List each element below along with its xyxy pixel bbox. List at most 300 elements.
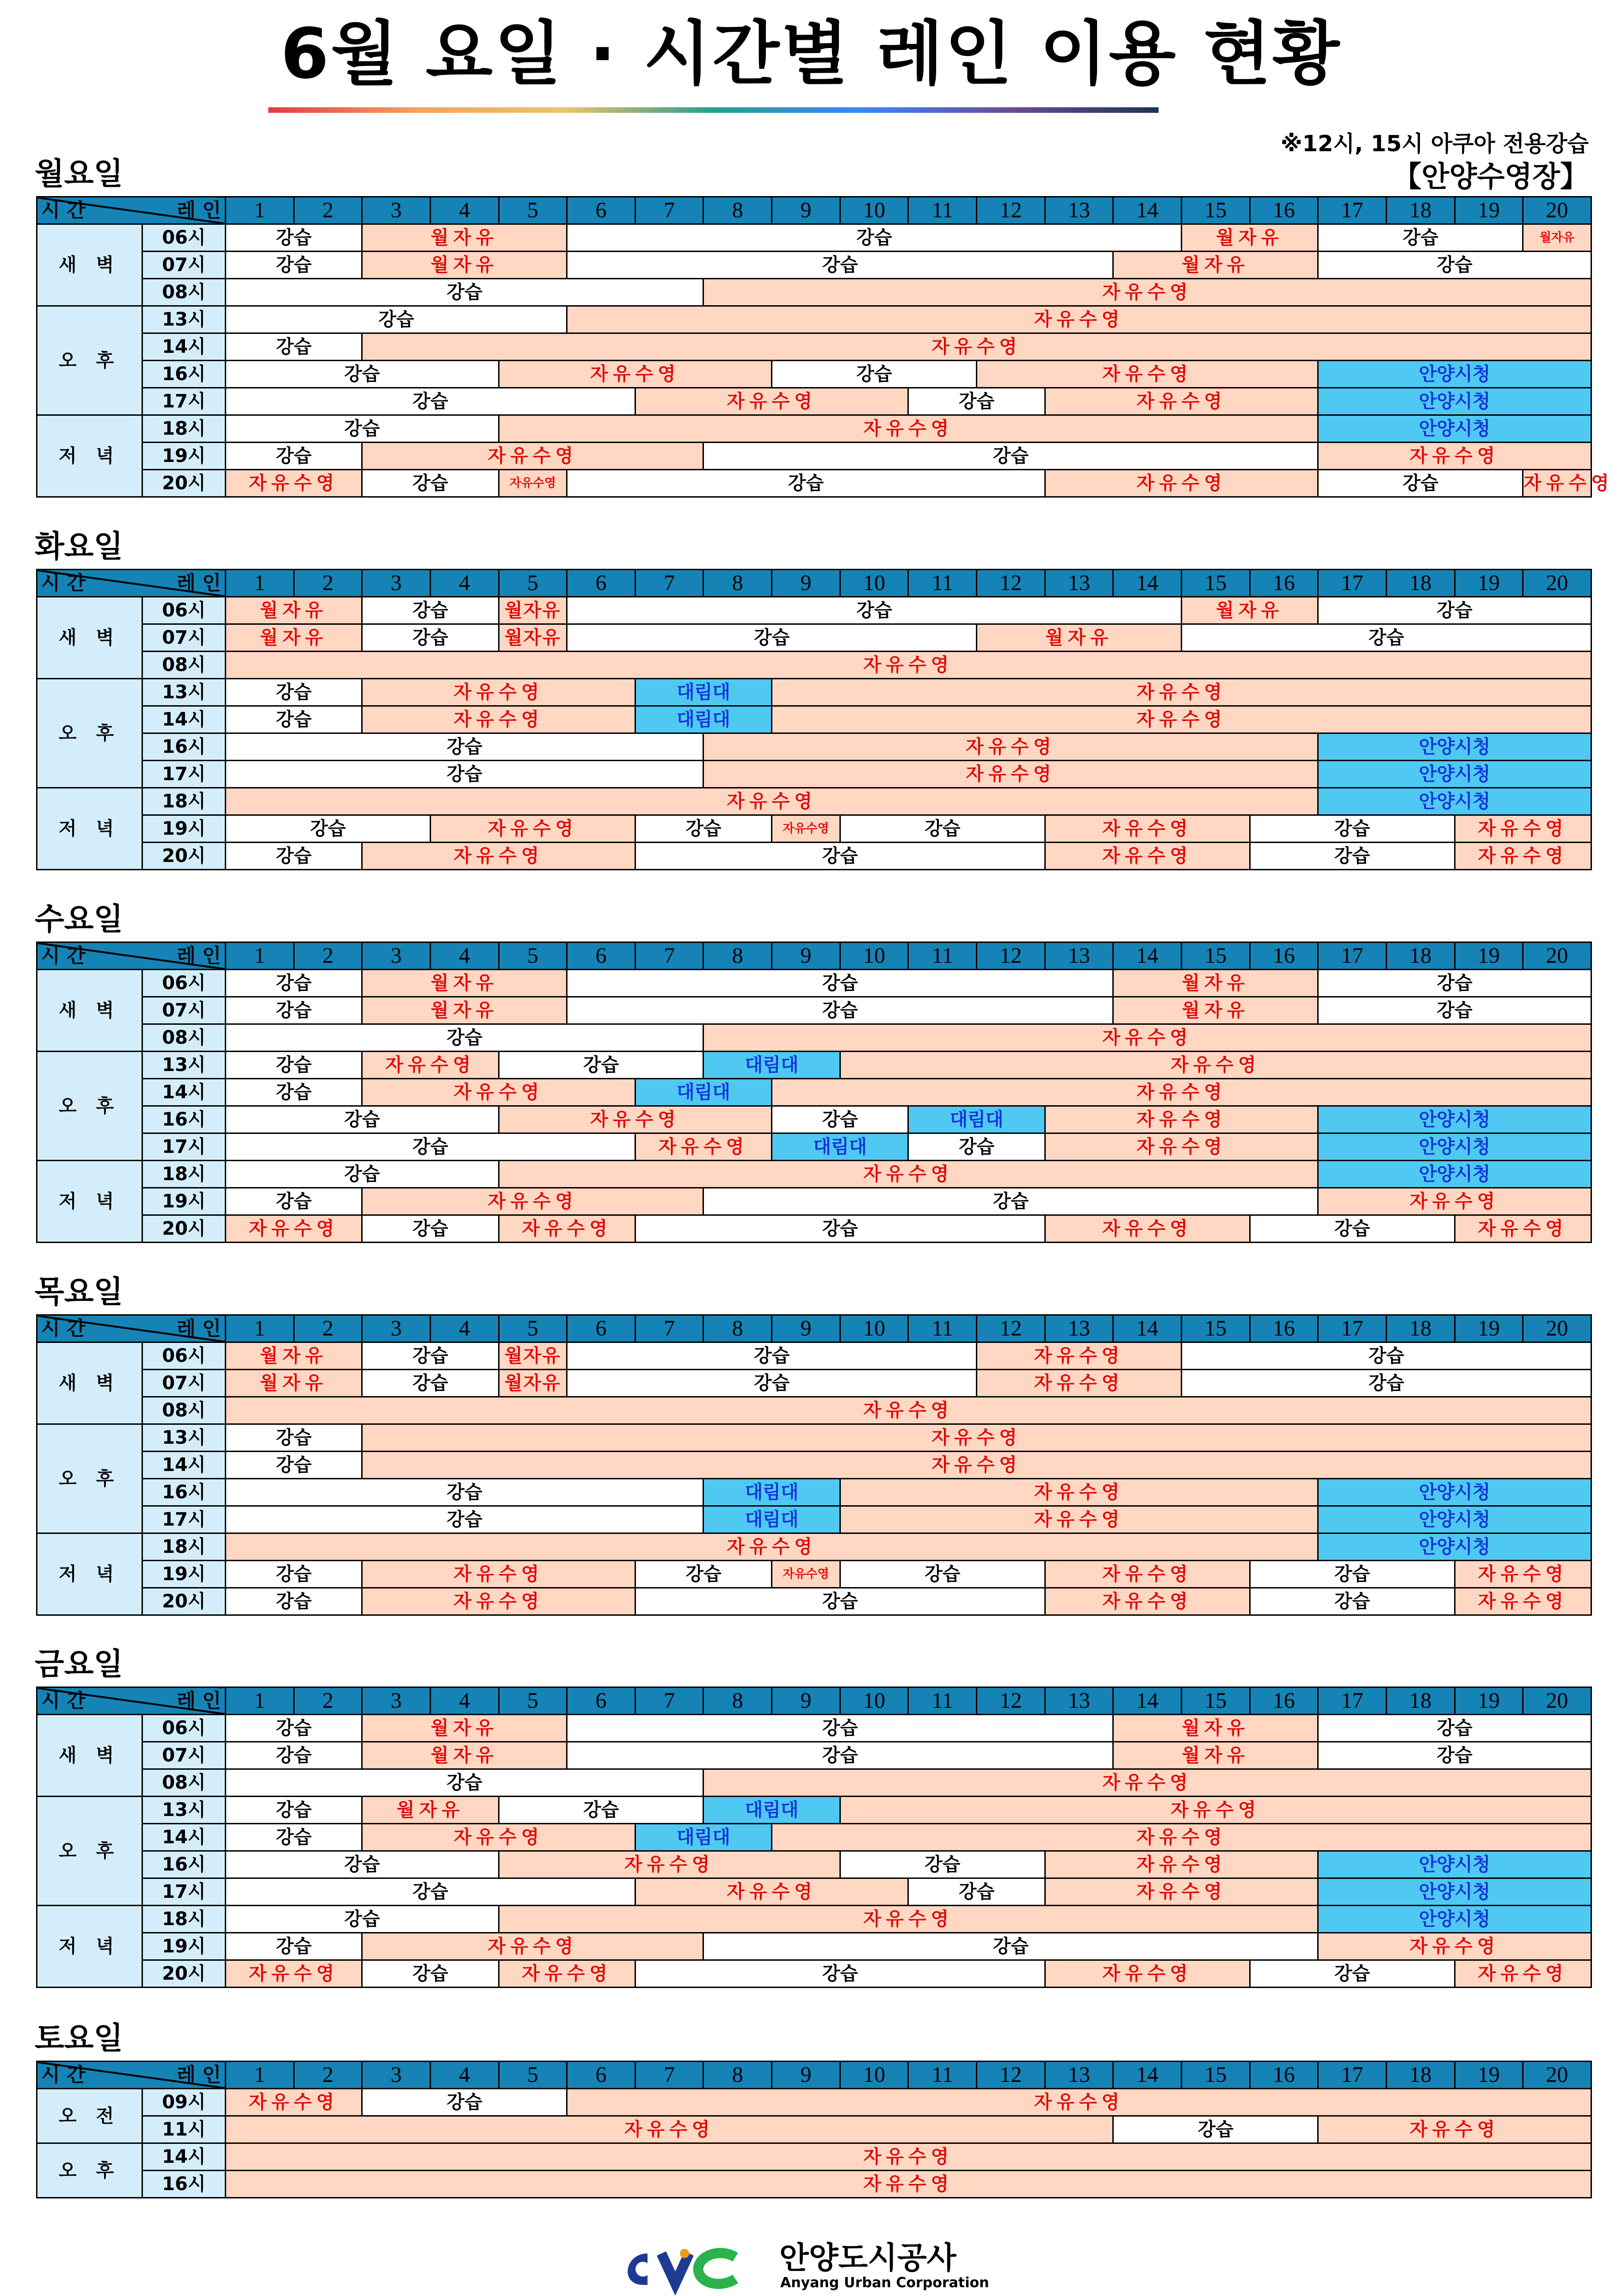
footer (615, 2241, 1031, 2291)
lane-number: 8 (703, 2062, 772, 2089)
schedule-table (36, 569, 1592, 870)
free-swim-block: 자유수영 (1045, 843, 1250, 870)
free-swim-block: 월자유 (362, 1742, 567, 1769)
reserved-block: 대림대 (703, 1479, 840, 1506)
corner-time-label: 시 간 (41, 2063, 86, 2086)
reserved-block: 대림대 (635, 679, 771, 706)
lane-number: 3 (362, 1315, 431, 1342)
free-swim-block: 월자유 (226, 1370, 362, 1397)
lesson-block: 강습 (1181, 1342, 1591, 1370)
lesson-block: 강습 (908, 388, 1045, 415)
lane-number: 12 (977, 1315, 1045, 1342)
time-label: 20시 (142, 1960, 226, 1988)
lesson-block: 강습 (226, 1769, 703, 1797)
lane-number: 4 (430, 942, 499, 970)
time-row (37, 1742, 1591, 1769)
org-name-english: Anyang Urban Corporation (780, 2275, 989, 2291)
free-swim-block: 자유수영 (226, 1215, 362, 1243)
lane-number: 14 (1113, 942, 1182, 970)
free-swim-block: 월자유 (1113, 1742, 1318, 1769)
lane-number: 15 (1181, 1687, 1250, 1715)
time-row (37, 388, 1591, 415)
lesson-block: 강습 (1250, 1561, 1455, 1588)
lesson-block: 강습 (1318, 1742, 1591, 1769)
lane-number: 7 (635, 1315, 703, 1342)
time-label: 06시 (142, 1715, 226, 1742)
lane-number: 5 (499, 2062, 567, 2089)
free-swim-block: 자유수영 (430, 815, 635, 843)
period-label: 저 녁 (37, 788, 142, 870)
reserved-block: 안양시청 (1318, 415, 1591, 443)
lane-number: 1 (226, 570, 294, 597)
time-row (37, 761, 1591, 788)
time-row (37, 1424, 1591, 1452)
lane-number: 20 (1523, 942, 1591, 970)
corner-lane-label: 레 인 (177, 199, 221, 222)
lesson-block: 강습 (226, 843, 362, 870)
corner-time-label: 시 간 (41, 572, 86, 594)
lane-number: 14 (1113, 1315, 1182, 1342)
lesson-block: 강습 (226, 1479, 703, 1506)
corner-lane-label: 레 인 (177, 944, 221, 967)
lane-number: 11 (908, 2062, 977, 2089)
time-label: 20시 (142, 843, 226, 870)
lane-number: 4 (430, 570, 499, 597)
period-label: 새 벽 (37, 1715, 142, 1797)
free-swim-block: 자유수영 (362, 1933, 703, 1960)
lesson-block: 강습 (226, 252, 362, 279)
time-label: 09시 (142, 2089, 226, 2116)
time-label: 07시 (142, 252, 226, 279)
lesson-block: 강습 (567, 252, 1113, 279)
free-swim-block: 자유수영 (1045, 815, 1250, 843)
period-label: 저 녁 (37, 1533, 142, 1615)
reserved-block: 안양시청 (1318, 1906, 1591, 1933)
free-swim-block: 자유수영 (362, 706, 635, 733)
lane-number: 15 (1181, 2062, 1250, 2089)
time-row (37, 415, 1591, 443)
free-swim-block: 자유수영 (362, 1188, 703, 1215)
time-row (37, 706, 1591, 733)
lesson-block: 강습 (226, 1452, 362, 1479)
lane-number: 9 (772, 1687, 840, 1715)
free-swim-block: 자유수영 (772, 815, 840, 843)
lesson-block: 강습 (567, 970, 1113, 997)
lane-number: 4 (430, 1687, 499, 1715)
time-label: 16시 (142, 361, 226, 388)
time-label: 16시 (142, 733, 226, 761)
lane-number: 19 (1455, 2062, 1523, 2089)
free-swim-block: 자유수영 (772, 1079, 1591, 1106)
lane-number: 15 (1181, 1315, 1250, 1342)
lesson-block: 강습 (703, 443, 1318, 470)
lane-number: 12 (977, 2062, 1045, 2089)
free-swim-block: 자유수영 (1045, 1588, 1250, 1615)
lesson-block: 강습 (362, 470, 499, 497)
free-swim-block: 자유수영 (499, 470, 567, 497)
time-label: 19시 (142, 1188, 226, 1215)
aqua-lesson-note: ※12시, 15시 아쿠아 전용강습 (1281, 131, 1589, 157)
free-swim-block: 자유수영 (772, 679, 1591, 706)
time-row (37, 843, 1591, 870)
free-swim-block: 자유수영 (499, 1906, 1318, 1933)
lesson-block: 강습 (567, 1742, 1113, 1769)
reserved-block: 안양시청 (1318, 1161, 1591, 1188)
time-row (37, 470, 1591, 497)
lesson-block: 강습 (567, 597, 1182, 624)
reserved-block: 안양시청 (1318, 1533, 1591, 1561)
lane-number: 10 (840, 2062, 908, 2089)
time-label: 16시 (142, 1479, 226, 1506)
lane-number: 14 (1113, 1687, 1182, 1715)
corner-time-label: 시 간 (41, 1689, 86, 1712)
lane-number: 11 (908, 1315, 977, 1342)
time-row (37, 1851, 1591, 1878)
lesson-block: 강습 (226, 1797, 362, 1824)
free-swim-block: 자유수영 (362, 1588, 635, 1615)
period-label: 오 후 (37, 679, 142, 788)
free-swim-block: 자유수영 (772, 1824, 1591, 1851)
lesson-block: 강습 (362, 1215, 499, 1243)
lesson-block: 강습 (226, 1052, 362, 1079)
time-label: 19시 (142, 1561, 226, 1588)
free-swim-block: 월자유 (1181, 597, 1318, 624)
free-swim-block: 월자유 (499, 624, 567, 652)
free-swim-block: 자유수영 (772, 706, 1591, 733)
free-swim-block: 자유수영 (1318, 443, 1591, 470)
lesson-block: 강습 (226, 761, 703, 788)
time-row (37, 1506, 1591, 1533)
lane-number: 6 (567, 197, 635, 224)
lesson-block: 강습 (226, 1742, 362, 1769)
time-label: 07시 (142, 1370, 226, 1397)
lesson-block: 강습 (1250, 815, 1455, 843)
free-swim-block: 자유수영 (1045, 1878, 1318, 1906)
free-swim-block: 자유수영 (362, 1424, 1591, 1452)
time-label: 19시 (142, 1933, 226, 1960)
free-swim-block: 월자유 (499, 1370, 567, 1397)
lane-header-row (37, 1687, 1591, 1715)
reserved-block: 대림대 (772, 1133, 908, 1161)
lane-number: 1 (226, 197, 294, 224)
reserved-block: 대림대 (908, 1106, 1045, 1133)
lesson-block: 강습 (567, 224, 1182, 252)
lesson-block: 강습 (226, 306, 567, 333)
time-row (37, 1106, 1591, 1133)
free-swim-block: 월자유 (362, 252, 567, 279)
lane-number: 1 (226, 1315, 294, 1342)
lane-number: 5 (499, 942, 567, 970)
corner-time-label: 시 간 (41, 944, 86, 967)
time-lane-corner (37, 570, 226, 597)
day-title: 금요일 (35, 1646, 123, 1682)
free-swim-block: 월자유 (499, 1342, 567, 1370)
lane-number: 4 (430, 1315, 499, 1342)
time-label: 18시 (142, 788, 226, 815)
lane-number: 7 (635, 1687, 703, 1715)
reserved-block: 안양시청 (1318, 1851, 1591, 1878)
lesson-block: 강습 (226, 733, 703, 761)
time-label: 13시 (142, 679, 226, 706)
lane-number: 6 (567, 1687, 635, 1715)
lane-number: 8 (703, 1315, 772, 1342)
lane-number: 5 (499, 1315, 567, 1342)
lane-number: 9 (772, 2062, 840, 2089)
free-swim-block: 월자유 (1113, 252, 1318, 279)
free-swim-block: 자유수영 (840, 1479, 1318, 1506)
lesson-block: 강습 (226, 279, 703, 306)
time-label: 13시 (142, 1052, 226, 1079)
reserved-block: 대림대 (635, 1824, 771, 1851)
time-row (37, 624, 1591, 652)
lesson-block: 강습 (226, 970, 362, 997)
time-row (37, 652, 1591, 679)
lane-number: 1 (226, 2062, 294, 2089)
time-label: 08시 (142, 652, 226, 679)
time-row (37, 970, 1591, 997)
time-row (37, 2171, 1591, 2198)
lane-number: 12 (977, 570, 1045, 597)
free-swim-block: 자유수영 (499, 1161, 1318, 1188)
time-label: 13시 (142, 1424, 226, 1452)
lane-number: 15 (1181, 942, 1250, 970)
lane-number: 19 (1455, 1315, 1523, 1342)
free-swim-block: 월자유 (362, 1797, 499, 1824)
lane-number: 7 (635, 2062, 703, 2089)
time-label: 14시 (142, 1452, 226, 1479)
lane-number: 18 (1386, 570, 1455, 597)
lesson-block: 강습 (226, 1851, 499, 1878)
lesson-block: 강습 (908, 1878, 1045, 1906)
lane-number: 2 (294, 197, 362, 224)
free-swim-block: 자유수영 (1045, 1960, 1250, 1988)
lane-number: 3 (362, 1687, 431, 1715)
lesson-block: 강습 (567, 1342, 977, 1370)
lesson-block: 강습 (226, 679, 362, 706)
lane-number: 14 (1113, 570, 1182, 597)
free-swim-block: 자유수영 (362, 443, 703, 470)
corner-time-label: 시 간 (41, 199, 86, 222)
lesson-block: 강습 (226, 1715, 362, 1742)
lesson-block: 강습 (1250, 1960, 1455, 1988)
lane-number: 2 (294, 1315, 362, 1342)
free-swim-block: 자유수영 (226, 2116, 1113, 2143)
free-swim-block: 자유수영 (1045, 1851, 1318, 1878)
lane-number: 15 (1181, 570, 1250, 597)
free-swim-block: 자유수영 (977, 361, 1318, 388)
corner-lane-label: 레 인 (177, 2063, 221, 2086)
lesson-block: 강습 (567, 1370, 977, 1397)
free-swim-block: 자유수영 (362, 1052, 499, 1079)
lane-number: 16 (1250, 197, 1318, 224)
lesson-block: 강습 (226, 333, 362, 361)
time-row (37, 1079, 1591, 1106)
time-label: 08시 (142, 1769, 226, 1797)
reserved-block: 대림대 (703, 1797, 840, 1824)
free-swim-block: 월자유 (362, 997, 567, 1024)
time-row (37, 361, 1591, 388)
free-swim-block: 자유수영 (840, 1797, 1591, 1824)
time-row (37, 1824, 1591, 1851)
lane-header-row (37, 1315, 1591, 1342)
lane-number: 2 (294, 570, 362, 597)
lane-number: 3 (362, 197, 431, 224)
time-row (37, 1342, 1591, 1370)
free-swim-block: 자유수영 (362, 1561, 635, 1588)
free-swim-block: 자유수영 (362, 1452, 1591, 1479)
free-swim-block: 월자유 (977, 624, 1182, 652)
time-label: 06시 (142, 224, 226, 252)
free-swim-block: 자유수영 (226, 2143, 1591, 2171)
reserved-block: 안양시청 (1318, 388, 1591, 415)
time-label: 14시 (142, 2143, 226, 2171)
lane-number: 14 (1113, 2062, 1182, 2089)
free-swim-block: 자유수영 (226, 788, 1318, 815)
free-swim-block: 월자유 (226, 1342, 362, 1370)
lane-number: 16 (1250, 2062, 1318, 2089)
title-underline (268, 107, 1159, 113)
time-row (37, 1561, 1591, 1588)
period-label: 오 후 (37, 306, 142, 415)
lane-number: 16 (1250, 570, 1318, 597)
lesson-block: 강습 (1318, 1715, 1591, 1742)
lane-number: 20 (1523, 197, 1591, 224)
free-swim-block: 자유수영 (635, 1878, 908, 1906)
free-swim-block: 자유수영 (1455, 1561, 1591, 1588)
period-label: 저 녁 (37, 415, 142, 497)
time-row (37, 1715, 1591, 1742)
lesson-block: 강습 (1318, 597, 1591, 624)
lane-number: 2 (294, 1687, 362, 1715)
time-row (37, 1452, 1591, 1479)
time-label: 06시 (142, 1342, 226, 1370)
lesson-block: 강습 (226, 1161, 499, 1188)
free-swim-block: 자유수영 (362, 679, 635, 706)
lane-number: 10 (840, 1687, 908, 1715)
lane-number: 18 (1386, 1315, 1455, 1342)
schedule-table (36, 1314, 1592, 1616)
time-label: 07시 (142, 997, 226, 1024)
time-row (37, 1769, 1591, 1797)
lesson-block: 강습 (362, 624, 499, 652)
lane-number: 7 (635, 197, 703, 224)
time-lane-corner (37, 1687, 226, 1715)
lane-number: 18 (1386, 2062, 1455, 2089)
time-label: 18시 (142, 415, 226, 443)
free-swim-block: 자유수영 (635, 388, 908, 415)
lane-number: 18 (1386, 942, 1455, 970)
lesson-block: 강습 (1250, 843, 1455, 870)
time-label: 20시 (142, 470, 226, 497)
lesson-block: 강습 (226, 415, 499, 443)
reserved-block: 안양시청 (1318, 761, 1591, 788)
free-swim-block: 자유수영 (840, 1506, 1318, 1533)
lesson-block: 강습 (226, 1106, 499, 1133)
reserved-block: 대림대 (635, 706, 771, 733)
lesson-block: 강습 (635, 1215, 1045, 1243)
corner-lane-label: 레 인 (177, 1689, 221, 1712)
lesson-block: 강습 (362, 2089, 567, 2116)
period-label: 오 후 (37, 2143, 142, 2198)
lesson-block: 강습 (226, 443, 362, 470)
free-swim-block: 자유수영 (703, 279, 1591, 306)
lane-number: 11 (908, 570, 977, 597)
time-row (37, 1052, 1591, 1079)
lane-number: 16 (1250, 1687, 1318, 1715)
lane-number: 19 (1455, 942, 1523, 970)
free-swim-block: 자유수영 (635, 1133, 771, 1161)
corner-lane-label: 레 인 (177, 572, 221, 594)
day-title: 수요일 (35, 901, 123, 937)
lesson-block: 강습 (226, 1506, 703, 1533)
free-swim-block: 자유수영 (362, 333, 1591, 361)
lesson-block: 강습 (1318, 252, 1591, 279)
lesson-block: 강습 (635, 1588, 1045, 1615)
time-row (37, 2116, 1591, 2143)
time-label: 13시 (142, 1797, 226, 1824)
free-swim-block: 자유수영 (1045, 1106, 1318, 1133)
lesson-block: 강습 (635, 1960, 1045, 1988)
time-label: 20시 (142, 1215, 226, 1243)
free-swim-block: 자유수영 (1045, 1215, 1250, 1243)
period-label: 오 후 (37, 1797, 142, 1906)
lesson-block: 강습 (567, 624, 977, 652)
lesson-block: 강습 (226, 1588, 362, 1615)
time-row (37, 443, 1591, 470)
lane-number: 3 (362, 570, 431, 597)
lane-number: 19 (1455, 197, 1523, 224)
time-row (37, 333, 1591, 361)
free-swim-block: 자유수영 (703, 1769, 1591, 1797)
lesson-block: 강습 (567, 997, 1113, 1024)
time-lane-corner (37, 1315, 226, 1342)
time-row (37, 679, 1591, 706)
free-swim-block: 자유수영 (1318, 2116, 1591, 2143)
free-swim-block: 월자유 (1113, 1715, 1318, 1742)
free-swim-block: 자유수영 (567, 2089, 1591, 2116)
time-row (37, 597, 1591, 624)
period-label: 오 후 (37, 1424, 142, 1533)
period-label: 오 후 (37, 1052, 142, 1161)
time-lane-corner (37, 197, 226, 224)
lane-number: 1 (226, 942, 294, 970)
lesson-block: 강습 (840, 1851, 1045, 1878)
corner-time-label: 시 간 (41, 1317, 86, 1340)
lesson-block: 강습 (226, 1133, 635, 1161)
reserved-block: 대림대 (703, 1052, 840, 1079)
time-label: 16시 (142, 2171, 226, 2198)
free-swim-block: 자유수영 (226, 1960, 362, 1988)
lesson-block: 강습 (567, 470, 1045, 497)
lane-header-row (37, 570, 1591, 597)
time-row (37, 2089, 1591, 2116)
page-title: 6월 요일 · 시간별 레인 이용 현황 (280, 14, 1342, 94)
lane-number: 9 (772, 942, 840, 970)
time-label: 06시 (142, 597, 226, 624)
free-swim-block: 월자유 (1113, 970, 1318, 997)
lane-number: 18 (1386, 1687, 1455, 1715)
lane-number: 17 (1318, 2062, 1387, 2089)
lane-number: 11 (908, 942, 977, 970)
lane-number: 20 (1523, 1315, 1591, 1342)
lane-number: 13 (1045, 1687, 1113, 1715)
free-swim-block: 월자유 (226, 597, 362, 624)
lesson-block: 강습 (226, 706, 362, 733)
free-swim-block: 자유수영 (226, 1533, 1318, 1561)
lane-header-row (37, 2062, 1591, 2089)
lesson-block: 강습 (226, 1906, 499, 1933)
lane-number: 8 (703, 942, 772, 970)
